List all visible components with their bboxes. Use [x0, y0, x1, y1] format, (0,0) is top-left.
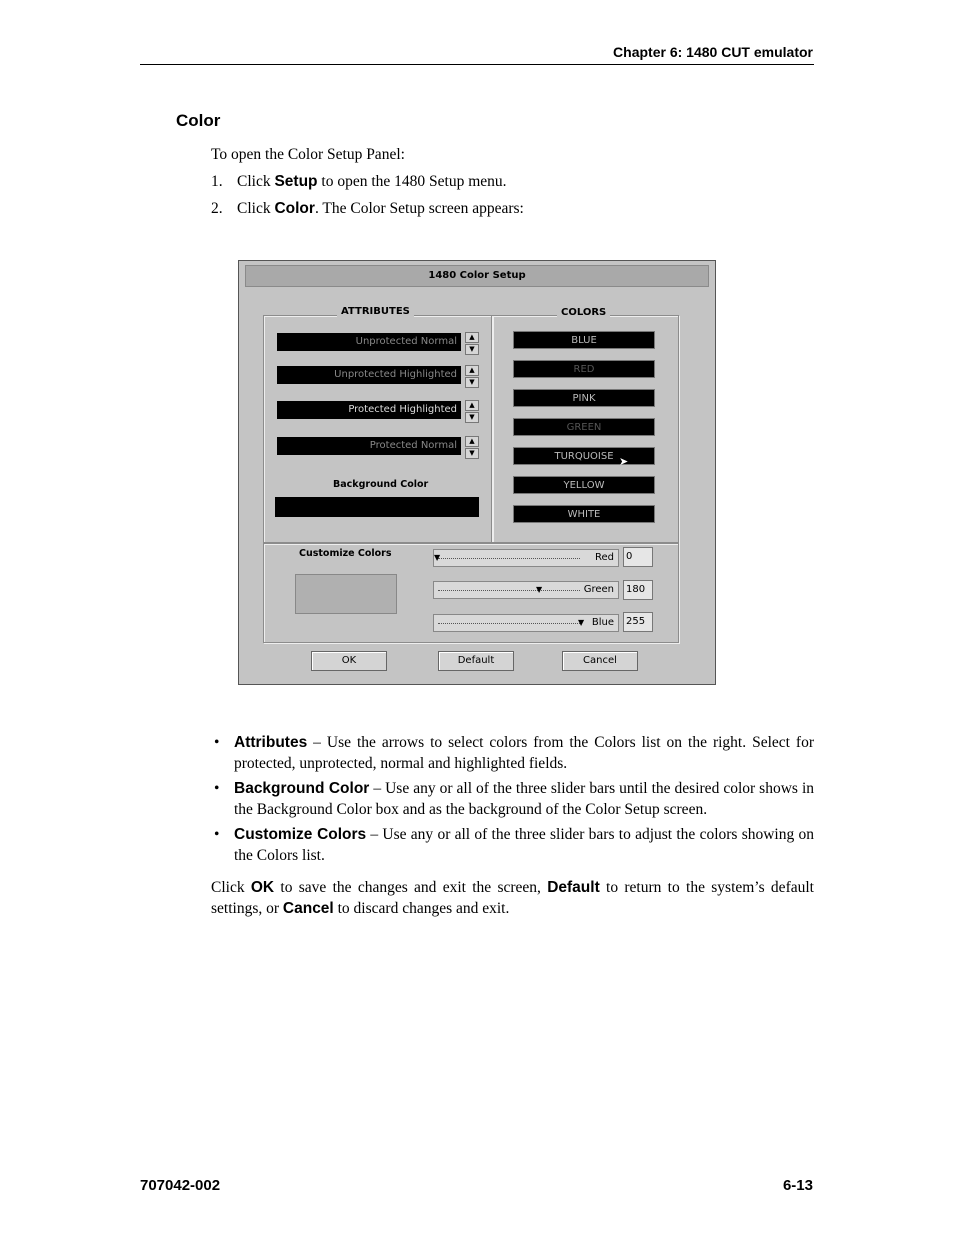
red-value-field[interactable]: 0	[623, 547, 653, 567]
cancel-button[interactable]: Cancel	[562, 651, 638, 671]
default-button[interactable]: Default	[438, 651, 514, 671]
color-button[interactable]: YELLOW	[513, 476, 655, 494]
red-slider[interactable]	[433, 549, 619, 567]
attributes-label: ATTRIBUTES	[337, 306, 414, 317]
page-number: 6-13	[782, 1177, 813, 1194]
arrow-up-icon[interactable]: ▲	[465, 332, 479, 343]
arrow-down-icon[interactable]: ▼	[465, 448, 479, 459]
closing-keyword: OK	[250, 879, 275, 896]
slider-label: Red	[595, 552, 614, 563]
arrow-down-icon[interactable]: ▼	[465, 377, 479, 388]
colors-label: COLORS	[557, 307, 610, 318]
closing-text: to discard changes and exit.	[333, 900, 510, 917]
bullet-item	[214, 824, 814, 866]
attribute-field[interactable]: Protected Normal	[277, 437, 461, 455]
attribute-field[interactable]: Unprotected Normal	[277, 333, 461, 351]
bullet-dot-icon: •	[214, 734, 220, 751]
closing-keyword: Default	[547, 879, 600, 896]
chapter-header: Chapter 6: 1480 CUT emulator	[613, 44, 813, 60]
green-slider[interactable]	[433, 581, 619, 599]
custom-color-preview	[295, 574, 397, 614]
green-value-field[interactable]: 180	[623, 580, 653, 600]
bullet-term: Attributes	[234, 734, 308, 751]
bullet-item	[214, 778, 814, 820]
bullet-text: – Use any or all of the three slider bars until the desired color shows in the Background Color box and as the background of the Color Setup screen.	[234, 780, 815, 818]
attribute-spinner[interactable]	[465, 365, 479, 385]
blue-slider[interactable]	[433, 614, 619, 632]
step-text: Click	[237, 173, 275, 190]
color-button[interactable]: GREEN	[513, 418, 655, 436]
step-number: 1.	[211, 173, 223, 190]
blue-value-field[interactable]: 255	[623, 612, 653, 632]
closing-text: to return to the system’s default settings, or	[211, 879, 814, 917]
arrow-up-icon[interactable]: ▲	[465, 365, 479, 376]
closing-keyword: Cancel	[282, 900, 334, 917]
header-rule	[140, 64, 814, 65]
ok-button[interactable]: OK	[311, 651, 387, 671]
attribute-spinner[interactable]	[465, 436, 479, 456]
step-2	[211, 200, 524, 218]
background-color-swatch	[275, 497, 479, 517]
mouse-cursor-icon: ➤	[619, 455, 629, 468]
arrow-down-icon[interactable]: ▼	[465, 344, 479, 355]
intro-text: To open the Color Setup Panel:	[211, 146, 405, 163]
step-1	[211, 173, 507, 191]
step-keyword: Setup	[274, 173, 318, 190]
bullet-dot-icon: •	[214, 826, 220, 843]
attribute-field[interactable]: Protected Highlighted	[277, 401, 461, 419]
color-button[interactable]: WHITE	[513, 505, 655, 523]
color-button[interactable]: RED	[513, 360, 655, 378]
step-number: 2.	[211, 200, 223, 217]
slider-thumb-icon[interactable]: ▼	[434, 553, 441, 562]
closing-text: to save the changes and exit the screen,	[274, 879, 548, 896]
slider-thumb-icon[interactable]: ▼	[536, 585, 543, 594]
slider-label: Green	[583, 584, 614, 595]
arrow-up-icon[interactable]: ▲	[465, 436, 479, 447]
bullet-term: Background Color	[234, 780, 370, 797]
color-button[interactable]: BLUE	[513, 331, 655, 349]
step-text: Click	[237, 200, 275, 217]
background-color-label: Background Color	[329, 479, 432, 490]
step-keyword: Color	[274, 200, 315, 217]
color-button[interactable]: TURQUOISE	[513, 447, 655, 465]
step-text: to open the 1480 Setup menu.	[317, 173, 507, 190]
arrow-up-icon[interactable]: ▲	[465, 400, 479, 411]
bullet-text: – Use any or all of the three slider bars to adjust the colors showing on the Colors list.	[234, 826, 814, 864]
step-text: . The Color Setup screen appears:	[314, 200, 524, 217]
arrow-down-icon[interactable]: ▼	[465, 412, 479, 423]
slider-thumb-icon[interactable]: ▼	[578, 618, 585, 627]
section-heading: Color	[176, 111, 221, 130]
slider-label: Blue	[591, 617, 614, 628]
customize-colors-label: Customize Colors	[295, 548, 396, 559]
bullet-text: – Use the arrows to select colors from the Colors list on the right. Select for protected, unprotected, normal and highlighted fields.	[234, 734, 814, 772]
dialog-title: 1480 Color Setup	[245, 265, 709, 287]
attribute-field[interactable]: Unprotected Highlighted	[277, 366, 461, 384]
document-number: 707042-002	[140, 1177, 221, 1194]
bullet-term: Customize Colors	[234, 826, 367, 843]
color-setup-dialog	[238, 260, 716, 685]
attribute-spinner[interactable]	[465, 400, 479, 420]
color-button[interactable]: PINK	[513, 389, 655, 407]
bullet-item	[214, 732, 814, 774]
closing-text: Click	[211, 879, 251, 896]
closing-paragraph	[211, 877, 814, 919]
attribute-spinner[interactable]	[465, 332, 479, 352]
bullet-dot-icon: •	[214, 780, 220, 797]
